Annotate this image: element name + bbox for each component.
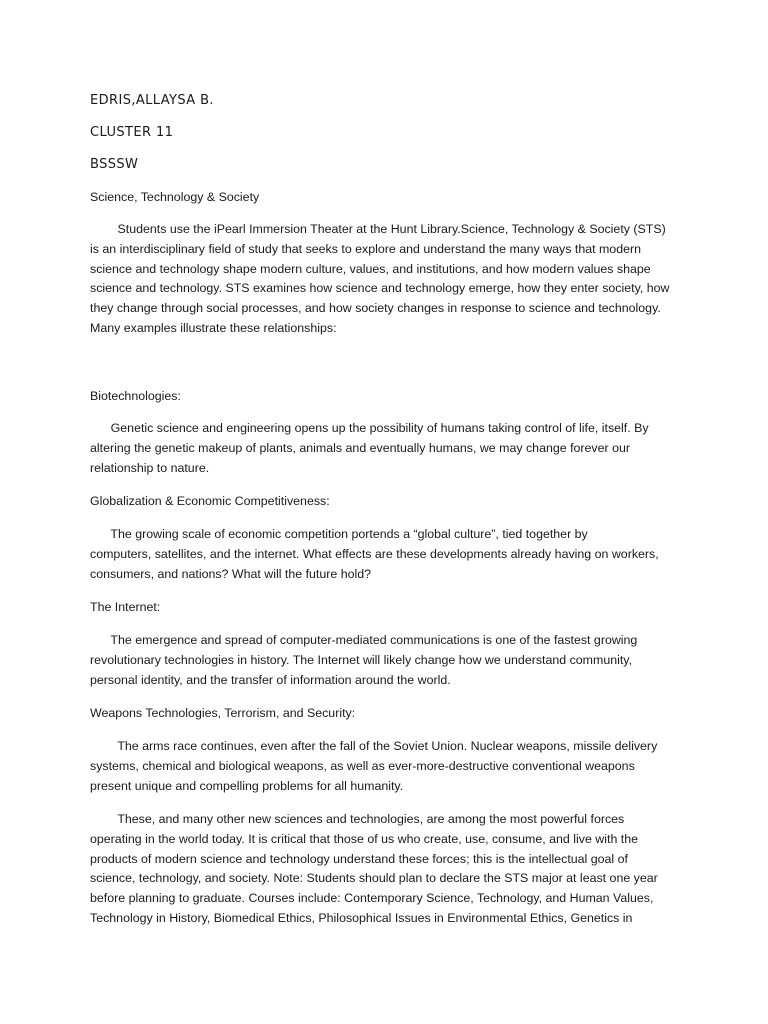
paragraph-line: revolutionary technologies in history. The Internet will likely change how we understand community, [90, 652, 633, 667]
section-heading-biotechnologies: Biotechnologies: [90, 389, 181, 403]
paragraph-line: operating in the world today. It is critical that those of us who create, use, consume, and live with the [90, 831, 639, 846]
section-paragraph-internet [90, 631, 690, 690]
intro-line: they change through social processes, and how society changes in response to science and technology. [90, 301, 661, 316]
document-title: Science, Technology & Society [90, 190, 260, 204]
student-program: BSSSW [90, 157, 139, 172]
intro-line: science and technology. STS examines how science and technology emerge, how they enter society, how [90, 281, 670, 296]
student-cluster: CLUSTER 11 [90, 125, 174, 140]
paragraph-line: before planning to graduate. Courses include: Contemporary Science, Technology, and Human Values, [90, 891, 654, 906]
paragraph-line: These, and many other new sciences and technologies, are among the most powerful forces [90, 812, 625, 826]
paragraph-line: consumers, and nations? What will the future hold? [90, 566, 372, 581]
paragraph-line: altering the genetic makeup of plants, animals and eventually humans, we may change forever our [90, 440, 630, 455]
intro-paragraph [90, 220, 690, 339]
section-paragraph-globalization [90, 525, 690, 584]
section-heading-globalization: Globalization & Economic Competitiveness: [90, 494, 330, 508]
paragraph-line: relationship to nature. [90, 460, 210, 475]
section-paragraph-weapons [90, 737, 690, 796]
paragraph-line: Technology in History, Biomedical Ethics, Philosophical Issues in Environmental Ethics, Genetics in [90, 910, 633, 925]
closing-paragraph [90, 810, 690, 929]
document-page [90, 0, 690, 1024]
intro-line: Many examples illustrate these relationships: [90, 320, 337, 335]
paragraph-line: systems, chemical and biological weapons, as well as ever-more-destructive conventional weapons [90, 758, 635, 773]
section-heading-weapons: Weapons Technologies, Terrorism, and Security: [90, 706, 356, 720]
intro-line: is an interdisciplinary field of study that seeks to explore and understand the many ways that modern [90, 241, 641, 256]
paragraph-line: The emergence and spread of computer-mediated communications is one of the fastest growing [90, 633, 638, 647]
paragraph-line: The growing scale of economic competition portends a “global culture”, tied together by [90, 527, 588, 541]
paragraph-line: science, technology, and society. Note: Students should plan to declare the STS major at least one year [90, 871, 658, 886]
paragraph-line: products of modern science and technology understand these forces; this is the intellectual goal of [90, 851, 628, 866]
student-name: EDRIS,ALLAYSA B. [90, 93, 214, 108]
intro-line: Students use the iPearl Immersion Theater at the Hunt Library.Science, Technology & Society (STS) [90, 222, 666, 236]
paragraph-line: The arms race continues, even after the fall of the Soviet Union. Nuclear weapons, missile delivery [90, 739, 658, 753]
intro-line: science and technology shape modern culture, values, and institutions, and how modern values shape [90, 261, 651, 276]
section-paragraph-biotechnologies [90, 419, 690, 478]
paragraph-line: present unique and compelling problems for all humanity. [90, 778, 404, 793]
paragraph-line: personal identity, and the transfer of information around the world. [90, 672, 451, 687]
paragraph-line: computers, satellites, and the internet. What effects are these developments already having on workers, [90, 546, 659, 561]
section-heading-internet: The Internet: [90, 600, 161, 614]
paragraph-line: Genetic science and engineering opens up the possibility of humans taking control of life, itself. By [90, 421, 649, 435]
